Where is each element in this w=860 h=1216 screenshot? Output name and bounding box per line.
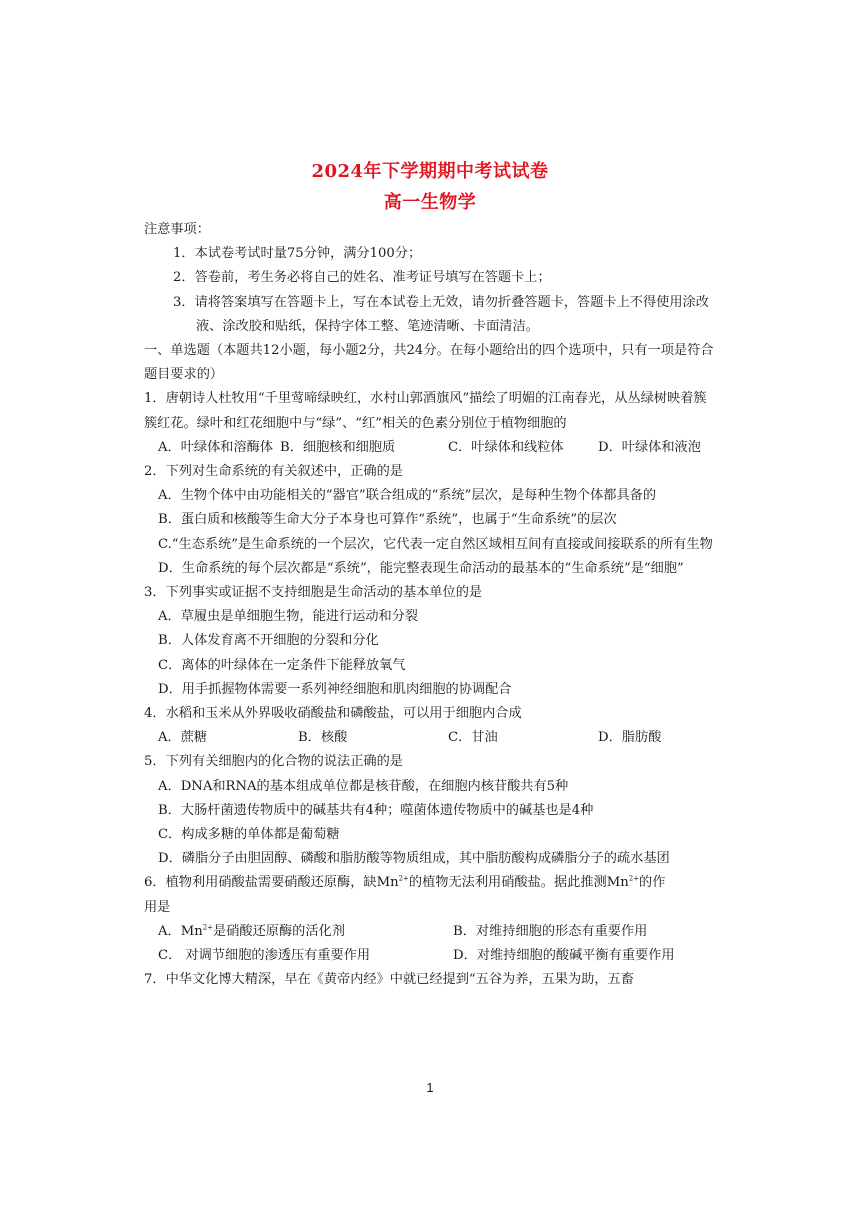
q2-option-c: C.“生态系统”是生命系统的一个层次，它代表一定自然区域相互间有直接或间接联系的所有生物 [158, 536, 713, 552]
question-6-stem-cont: 用是 [144, 899, 171, 915]
q3-option-c: C．离体的叶绿体在一定条件下能释放氧气 [158, 657, 406, 673]
q5-option-d: D．磷脂分子由胆固醇、磷酸和脂肪酸等物质组成，其中脂肪酸构成磷脂分子的疏水基团 [158, 851, 670, 867]
q3-option-d: D．用手抓握物体需要一系列神经细胞和肌肉细胞的协调配合 [158, 681, 512, 697]
q4-option-b: B．核酸 [298, 730, 348, 746]
question-4-options [144, 726, 718, 750]
q6-option-c: C． 对调节细胞的渗透压有重要作用 [158, 948, 371, 964]
q2-option-d: D．生命系统的每个层次都是“系统”，能完整表现生命活动的最基本的“生命系统”是“细胞” [158, 560, 684, 576]
question-6-options-row1 [144, 920, 718, 944]
q1-option-d: D．叶绿体和液泡 [598, 439, 701, 455]
question-1-stem: 1．唐朝诗人杜牧用“千里莺啼绿映红，水村山郭酒旗风”描绘了明媚的江南春光，从丛绿树映着簇簇红花。绿叶和红花细胞中与“绿”、“红”相关的色素分别位于植物细胞的 [144, 391, 707, 431]
q6-option-b: B．对维持细胞的形态有重要作用 [453, 923, 648, 939]
q1-option-a: A．叶绿体和溶酶体 [158, 439, 274, 455]
q3-option-b: B．人体发育离不开细胞的分裂和分化 [158, 633, 379, 649]
question-6-stem: 6．植物利用硝酸盐需要硝酸还原酶，缺$Mn^{2+}$的植物无法利用硝酸盐。据此推测$Mn^{2+}$的作 [144, 875, 666, 891]
question-4-stem: 4．水稻和玉米从外界吸收硝酸盐和磷酸盐，可以用于细胞内合成 [144, 706, 522, 722]
ion-charge: 2+ [398, 875, 409, 884]
notice-item-3: 3．请将答案填写在答题卡上，写在本试卷上无效，请勿折叠答题卡，答题卡上不得使用涂改液、涂改胶和贴纸，保持字体工整、笔迹清晰、卡面清洁。 [173, 294, 709, 334]
question-6-options-row2 [144, 944, 718, 968]
exam-subject: 高一生物学 [383, 192, 477, 213]
exam-title: 2024年下学期期中考试试卷 [311, 161, 549, 182]
page-number: 1 [426, 1080, 434, 1095]
question-2-stem: 2．下列对生命系统的有关叙述中，正确的是 [144, 464, 403, 480]
q6-option-a: A．$Mn^{2+}$是硝酸还原酶的活化剂 [158, 923, 345, 939]
question-7-stem: 7．中华文化博大精深，早在《黄帝内经》中就已经提到“五谷为养，五果为助，五畜 [144, 972, 634, 988]
q1-option-b: B．细胞核和细胞质 [280, 439, 396, 455]
ion-charge: 2+ [628, 875, 640, 884]
q4-option-d: D．脂肪酸 [598, 730, 662, 746]
q4-option-a: A．蔗糖 [158, 730, 208, 746]
section-heading: 一、单选题（本题共12小题，每小题2分，共24分。在每小题给出的四个选项中，只有一项是符合题目要求的） [144, 343, 714, 383]
notice-item-2: 2．答卷前，考生务必将自己的姓名、准考证号填写在答题卡上； [173, 270, 551, 286]
q2-option-a: A．生物个体中由功能相关的“器官”联合组成的“系统”层次，是每种生物个体都具备的 [158, 488, 657, 504]
q2-option-b: B．蛋白质和核酸等生命大分子本身也可算作“系统”，也属于“生命系统”的层次 [158, 512, 617, 528]
q1-option-c: C．叶绿体和线粒体 [448, 439, 564, 455]
q5-option-b: B．大肠杆菌遗传物质中的碱基共有4种；噬菌体遗传物质中的碱基也是4种 [158, 802, 594, 818]
q4-option-c: C．甘油 [448, 730, 498, 746]
question-3-stem: 3．下列事实或证据不支持细胞是生命活动的基本单位的是 [144, 585, 483, 601]
notice-item-1: 1．本试卷考试时量75分钟，满分100分； [173, 246, 422, 262]
q5-option-a: A．DNA和RNA的基本组成单位都是核苷酸，在细胞内核苷酸共有5种 [158, 778, 569, 794]
question-5-stem: 5．下列有关细胞内的化合物的说法正确的是 [144, 754, 403, 770]
exam-body [144, 218, 718, 993]
question-1-options [144, 436, 718, 460]
q5-option-c: C．构成多糖的单体都是葡萄糖 [158, 827, 340, 843]
notice-heading: 注意事项： [144, 222, 210, 237]
q6-option-d: D．对维持细胞的酸碱平衡有重要作用 [453, 948, 675, 964]
q3-option-a: A．草履虫是单细胞生物，能进行运动和分裂 [158, 609, 419, 625]
